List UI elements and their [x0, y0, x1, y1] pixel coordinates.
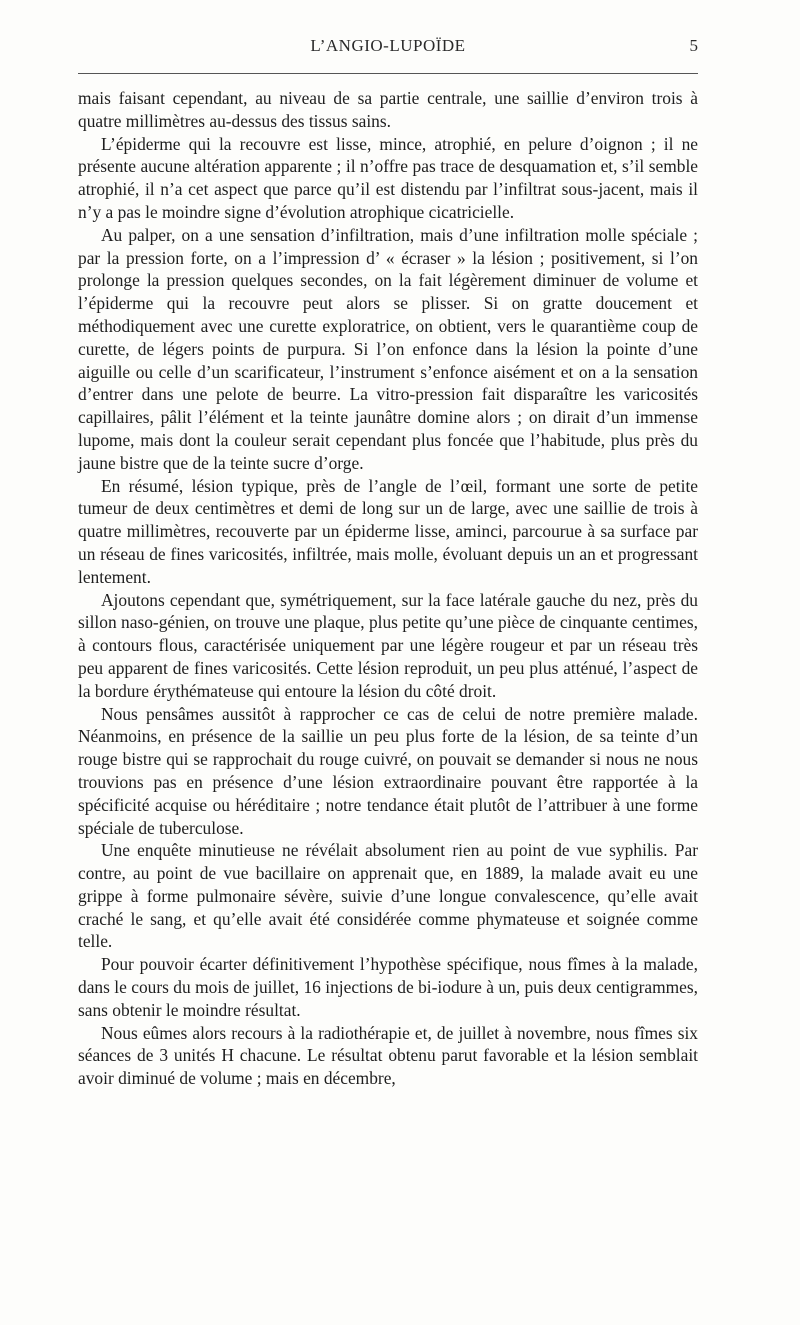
running-title: L’ANGIO-LUPOÏDE	[310, 36, 466, 55]
paragraph-1: mais faisant cependant, au niveau de sa partie centrale, une saillie d’environ trois à quatre millimètres au-dessus des tissus sains.	[78, 88, 698, 131]
paragraph-5: Ajoutons cependant que, symétriquement, sur la face latérale gauche du nez, près du sillon naso-génien, on trouve une plaque, plus petite qu’une pièce de cinquante centimes, à contours flous, caractérisée uniquement par une légère rougeur et par un réseau très peu apparent de fines varicosités. Cette lésion reproduit, un peu plus atténué, l’aspect de la bordure érythémateuse qui entoure la lésion du côté droit.	[78, 589, 698, 701]
page-number: 5	[689, 36, 698, 55]
paragraph-6: Nous pensâmes aussitôt à rapprocher ce cas de celui de notre première malade. Néanmoins, en présence de la saillie un peu plus forte de la lésion, de sa teinte d’un rouge bistre qui se rapprochait du rouge cuivré, on pouvait se demander si nous ne nous trouvions pas en présence d’une lésion extraordinaire pouvant être rapportée à la spécificité acquise ou héréditaire ; notre tendance était plutôt de l’attribuer à une forme spéciale de tuberculose.	[78, 703, 698, 838]
body-text	[78, 87, 698, 1090]
paragraph-3: Au palper, on a une sensation d’infiltration, mais d’une infiltration molle spéciale ; par la pression forte, on a l’impression d’ « écraser » la lésion ; positivement, si l’on prolonge la pression quelques secondes, on la fait légèrement diminuer de volume et l’épiderme qui la recouvre peut alors se plisser. Si on gratte doucement et méthodiquement avec une curette exploratrice, on obtient, vers le quarantième coup de curette, de légers points de purpura. Si l’on enfonce dans la lésion la pointe d’une aiguille ou celle d’un scarificateur, l’instrument s’enfonce aisément et on a la sensation d’entrer dans une pelote de beurre. La vitro-pression fait disparaître les varicosités capillaires, pâlit l’élément et la teinte jaunâtre domine alors ; on dirait d’un immense lupome, mais dont la couleur serait cependant plus foncée que l’habitude, plus près du jaune bistre que de la teinte sucre d’orge.	[78, 224, 698, 473]
paragraph-4: En résumé, lésion typique, près de l’angle de l’œil, formant une sorte de petite tumeur de deux centimètres et demi de long sur un de large, avec une saillie de trois à quatre millimètres, recouverte par un épiderme lisse, aminci, parcourue à sa surface par un réseau de fines varicosités, infiltrée, mais molle, évoluant depuis un an et progressant lentement.	[78, 475, 698, 587]
header-rule	[78, 73, 698, 74]
paragraph-9: Nous eûmes alors recours à la radiothérapie et, de juillet à novembre, nous fîmes six séances de 3 unités H chacune. Le résultat obtenu parut favorable et la lésion semblait avoir diminué de volume ; mais en décembre,	[78, 1022, 698, 1089]
running-head	[78, 36, 698, 60]
paragraph-7: Une enquête minutieuse ne révélait absolument rien au point de vue syphilis. Par contre, au point de vue bacillaire on apprenait que, en 1889, la malade avait eu une grippe à forme pulmonaire sévère, suivie d’une longue convalescence, qu’elle avait craché le sang, et qu’elle avait été considérée comme phymateuse et soignée comme telle.	[78, 840, 698, 952]
paragraph-2: L’épiderme qui la recouvre est lisse, mince, atrophié, en pelure d’oignon ; il ne présente aucune altération apparente ; il n’offre pas trace de desquamation et, s’il semble atrophié, il n’a cet aspect que parce qu’il est distendu par l’infiltrat sous-jacent, mais il n’y a pas le moindre signe d’évolution atrophique cicatricielle.	[78, 133, 698, 222]
paragraph-8: Pour pouvoir écarter définitivement l’hypothèse spécifique, nous fîmes à la malade, dans le cours du mois de juillet, 16 injections de bi-iodure à un, puis deux centigrammes, sans obtenir le moindre résultat.	[78, 954, 698, 1020]
